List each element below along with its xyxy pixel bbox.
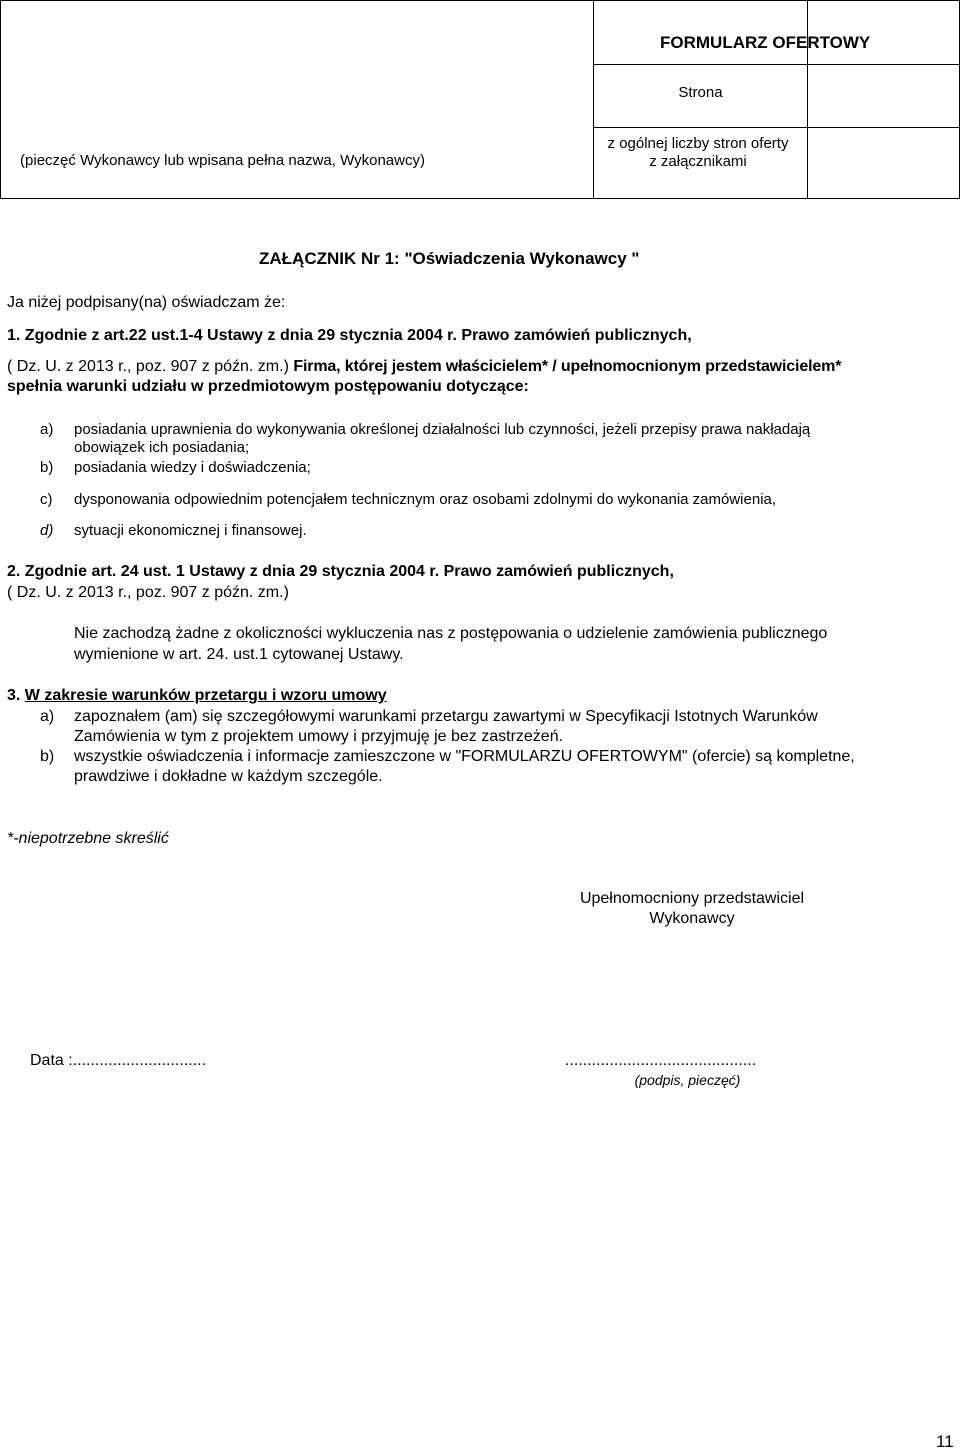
section3-number: 3.: [7, 687, 25, 704]
item-3a-marker: a): [40, 708, 55, 725]
item-1b-text: posiadania wiedzy i doświadczenia;: [74, 459, 311, 476]
item-1c-marker: c): [40, 491, 53, 508]
stamp-caption: (pieczęć Wykonawcy lub wpisana pełna nazwa, Wykonawcy): [20, 152, 425, 169]
signature-title-line2: Wykonawcy: [649, 910, 735, 927]
section1-legal-ref: ( Dz. U. z 2013 r., poz. 907 z późn. zm.): [7, 358, 294, 375]
item-1a-text: posiadania uprawnienia do wykonywania określonej działalności lub czynności, jeżeli przepisy prawa nakładają: [74, 421, 811, 438]
section1-heading: 1. Zgodnie z art.22 ust.1-4 Ustawy z dnia 29 stycznia 2004 r. Prawo zamówień publicznych,: [7, 327, 692, 344]
section2-body-line1: Nie zachodzą żadne z okoliczności wykluczenia nas z postępowania o udzielenie zamówienia publicznego: [74, 625, 828, 642]
attachment-title: ZAŁĄCZNIK Nr 1: "Oświadczenia Wykonawcy ": [259, 249, 640, 268]
section3-title: W zakresie warunków przetargu i wzoru umowy: [24, 687, 387, 704]
item-1a-marker: a): [40, 421, 54, 438]
signature-dots: ...........................................: [565, 1052, 757, 1069]
section2-legal-ref: ( Dz. U. z 2013 r., poz. 907 z późn. zm.): [7, 584, 289, 601]
item-3b-marker: b): [40, 748, 55, 765]
signature-title-line1: Upełnomocniony przedstawiciel: [579, 890, 805, 907]
item-3b-text-cont: prawdziwe i dokładne w każdym szczególe.: [74, 768, 383, 785]
date-field: Data :..............................: [30, 1052, 207, 1069]
page-label: Strona: [678, 84, 723, 101]
item-3b-text: wszystkie oświadczenia i informacje zamieszczone w "FORMULARZU OFERTOWYM" (ofercie) są kompletne,: [74, 748, 855, 765]
section1-firm-statement: Firma, której jestem właścicielem* / upełnomocnionym przedstawicielem*: [293, 358, 842, 375]
item-1a-text-cont: obowiązek ich posiadania;: [74, 439, 250, 456]
item-3a-text: zapoznałem (am) się szczegółowymi warunkami przetargu zawartymi w Specyfikacji Istotnych Warunków: [74, 708, 818, 725]
section1-line2: [7, 357, 841, 376]
form-title: FORMULARZ OFERTOWY: [660, 33, 871, 52]
pages-count-box: [807, 127, 960, 199]
section2-heading: 2. Zgodnie art. 24 ust. 1 Ustawy z dnia 29 stycznia 2004 r. Prawo zamówień publicznych,: [7, 563, 674, 580]
intro-text: Ja niżej podpisany(na) oświadczam że:: [7, 294, 286, 311]
section1-line3: spełnia warunki udziału w przedmiotowym postępowaniu dotyczące:: [7, 378, 529, 395]
item-1d-text: sytuacji ekonomicznej i finansowej.: [74, 522, 307, 539]
footnote: *-niepotrzebne skreślić: [7, 830, 169, 847]
item-1d-marker: d): [40, 522, 54, 539]
item-1b-marker: b): [40, 459, 54, 476]
item-1c-text: dysponowania odpowiednim potencjałem technicznym oraz osobami zdolnymi do wykonania zamówienia,: [74, 491, 777, 508]
pages-caption-line1: z ogólnej liczby stron oferty: [607, 135, 789, 152]
item-3a-text-cont: Zamówienia w tym z projektem umowy i przyjmuję je bez zastrzeżeń.: [74, 728, 564, 745]
page-number-box: [807, 64, 960, 128]
page-number: 11: [936, 1432, 954, 1451]
signature-caption: (podpis, pieczęć): [634, 1072, 741, 1088]
section3-heading: [7, 686, 387, 705]
section2-body-line2: wymienione w art. 24. ust.1 cytowanej Ustawy.: [74, 646, 404, 663]
pages-caption-line2: z załącznikami: [649, 153, 747, 170]
